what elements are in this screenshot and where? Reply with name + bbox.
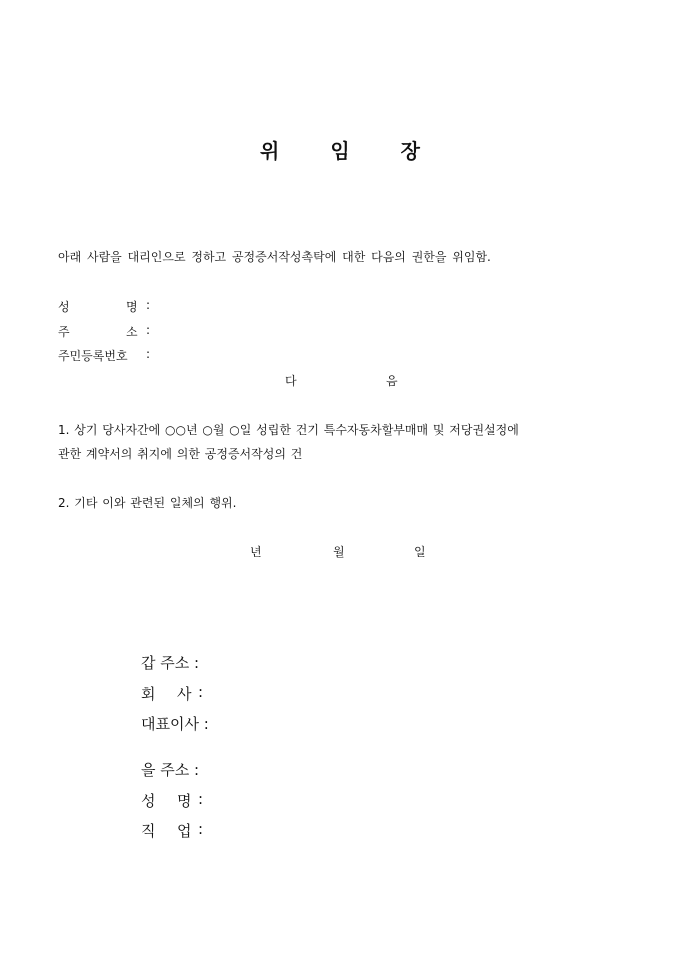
agent-id-field (58, 347, 178, 363)
agent-name-field (58, 298, 178, 314)
party-b-job (141, 820, 231, 840)
document-title (0, 135, 680, 164)
date-month: 월 (333, 545, 345, 559)
agent-id-colon: : (146, 347, 151, 361)
party-b-name-colon: : (198, 790, 204, 808)
date-year: 년 (250, 545, 262, 559)
date-day: 일 (414, 545, 426, 559)
item-2: 2. 기타 이와 관련된 일체의 행위. (58, 496, 237, 510)
agent-name-label-a: 성 (58, 300, 70, 314)
agent-name-label-b: 명 (126, 300, 138, 314)
section-heading-a: 다 (285, 374, 297, 388)
party-b-name-label-b: 명 (177, 792, 192, 810)
party-b-job-label-a: 직 (141, 822, 156, 840)
agent-id-label: 주민등록번호 (58, 349, 128, 363)
party-a-company-label-b: 사 (177, 685, 192, 703)
title-char-1: 위 (260, 139, 280, 163)
party-a-company-label-a: 회 (141, 685, 156, 703)
party-b-name (141, 790, 231, 810)
party-b-job-colon: : (198, 820, 204, 838)
title-char-3: 장 (400, 139, 420, 163)
agent-address-colon: : (146, 323, 151, 337)
party-a-company-colon: : (198, 683, 204, 701)
item-1-line-2: 관한 계약서의 취지에 의한 공정증서작성의 건 (58, 447, 303, 461)
agent-address-label-a: 주 (58, 325, 70, 339)
agent-address-label-b: 소 (126, 325, 138, 339)
party-b-job-label-b: 업 (177, 822, 192, 840)
party-b-address: 을 주소 : (141, 761, 200, 779)
section-heading-b: 음 (386, 374, 398, 388)
party-a-company (141, 683, 231, 703)
title-char-2: 임 (330, 139, 350, 163)
party-a-representative: 대표이사 : (141, 715, 209, 733)
party-a-address: 갑 주소 : (141, 654, 200, 672)
item-1-line-1: 1. 상기 당사자간에 ○○년 ○월 ○일 성립한 건기 특수자동차할부매매 및 저당권설정에 (58, 423, 519, 437)
agent-name-colon: : (146, 298, 151, 312)
intro-text: 아래 사람을 대리인으로 정하고 공정증서작성촉탁에 대한 다음의 권한을 위임함. (58, 250, 491, 264)
party-b-name-label-a: 성 (141, 792, 156, 810)
agent-address-field (58, 323, 178, 339)
